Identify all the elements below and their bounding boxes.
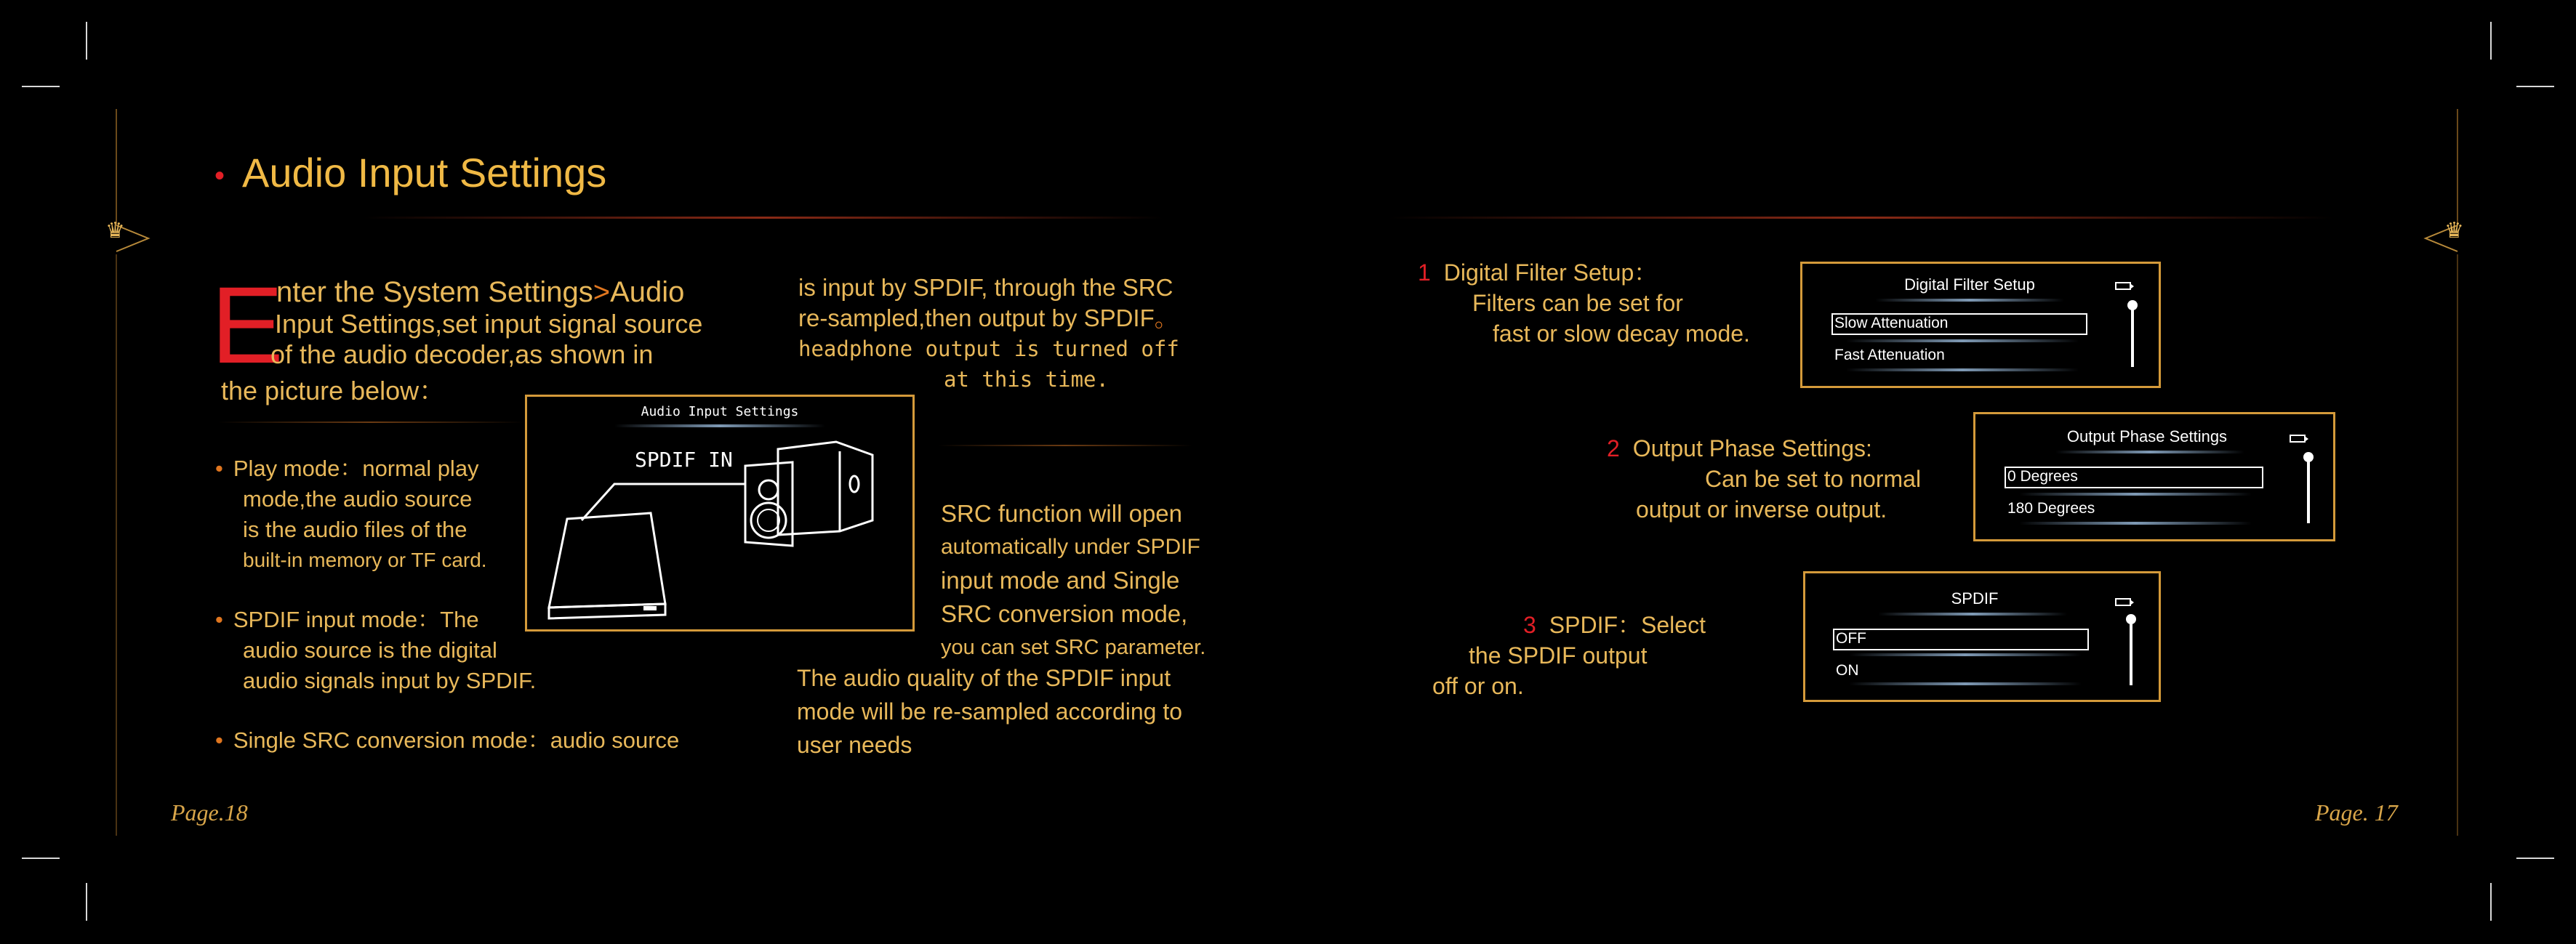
scroll-knob[interactable] <box>2127 300 2138 310</box>
screen-title: Output Phase Settings <box>2066 427 2228 445</box>
scroll-knob[interactable] <box>2126 614 2136 624</box>
option-0-degrees[interactable]: 0 Degrees <box>2007 468 2078 485</box>
option-glow <box>1849 682 2082 685</box>
col2-quality-text: The audio quality of the SPDIF input mode will be re-sampled according to user needs <box>797 665 1183 758</box>
spdif-screen <box>1803 571 2161 702</box>
crown-icon: ♛ <box>105 219 125 243</box>
battery-icon <box>2115 282 2131 290</box>
scroll-slider[interactable] <box>2307 456 2310 523</box>
battery-icon <box>2290 435 2306 443</box>
right-top-rule <box>1389 217 2334 219</box>
option-on[interactable]: ON <box>1836 662 1859 679</box>
col2-src-text: SRC function will open automatically under SPDIF input mode and Single SRC conversion mode, you can set SRC parameter. <box>941 500 1206 659</box>
scroll-slider[interactable] <box>2130 618 2132 685</box>
section-spdif: 3 SPDIF：Select the SPDIF output off or on. <box>1432 612 1706 699</box>
crop-mark <box>86 883 87 921</box>
option-fast-attenuation[interactable]: Fast Attenuation <box>1834 347 1945 363</box>
section-output-phase: 2 Output Phase Settings: Can be set to normal output or inverse output. <box>1607 435 1922 523</box>
crop-mark <box>2490 883 2492 921</box>
scroll-slider[interactable] <box>2131 304 2134 367</box>
title-rule <box>364 217 1163 219</box>
title-text: Audio Input Settings <box>242 150 607 195</box>
intro-line: of the audio decoder,as shown in <box>270 339 654 369</box>
digital-filter-screen <box>1800 262 2161 388</box>
screen-title: Digital Filter Setup <box>1904 275 2035 294</box>
intro-rule <box>218 421 523 423</box>
intro-line: the picture below： <box>221 376 446 406</box>
crop-mark <box>2516 858 2554 859</box>
option-glow <box>2019 493 2252 496</box>
col2-rule <box>938 445 1192 446</box>
intro-line: Input Settings,set input signal source <box>275 309 703 339</box>
option-glow <box>1846 368 2079 371</box>
audio-input-screen <box>525 395 915 632</box>
scroll-knob[interactable] <box>2303 452 2314 462</box>
title-glow <box>2055 451 2244 453</box>
spdif-in-label: SPDIF IN <box>635 448 733 472</box>
battery-icon <box>2115 598 2131 606</box>
screen-title: Audio Input Settings <box>641 404 799 419</box>
option-slow-attenuation[interactable]: Slow Attenuation <box>1834 315 1949 331</box>
output-phase-screen <box>1973 412 2335 541</box>
option-180-degrees[interactable]: 180 Degrees <box>2007 500 2095 517</box>
option-glow <box>1846 339 2079 342</box>
option-glow <box>1849 653 2082 656</box>
connection-illustration <box>527 397 912 629</box>
option-off[interactable]: OFF <box>1836 630 1866 647</box>
bullet-play-mode: • Play mode：normal play mode,the audio source is the audio files of the built-in memory or TF card. <box>215 456 487 571</box>
section-digital-filter: 1 Digital Filter Setup： Filters can be set for fast or slow decay mode. <box>1418 259 1750 347</box>
crop-mark <box>2516 86 2554 87</box>
page-title <box>214 149 606 196</box>
crop-mark <box>22 86 60 87</box>
device-icon <box>549 513 665 618</box>
speaker-icon <box>745 442 872 546</box>
bullet-spdif-input-mode: • SPDIF input mode：The audio source is the digital audio signals input by SPDIF. <box>215 607 537 693</box>
bullet-single-src: • Single SRC conversion mode：audio source <box>215 727 680 753</box>
col2-top-text: is input by SPDIF, through the SRC re-sampled,then output by SPDIF。 headphone output is turned off at this time. <box>798 274 1179 392</box>
page-number-left: Page.18 <box>171 799 248 826</box>
title-glow <box>1878 613 2067 616</box>
title-glow <box>1875 299 2064 302</box>
option-glow <box>2019 522 2252 525</box>
crop-mark <box>86 22 87 60</box>
crop-mark <box>2490 22 2492 60</box>
title-bullet: • <box>214 159 225 192</box>
crown-icon: ♛ <box>2444 219 2464 243</box>
option-selected[interactable] <box>1833 629 2089 650</box>
intro-line: nter the System Settings>Audio <box>276 276 685 308</box>
page-number-right: Page. 17 <box>2315 799 2398 826</box>
screen-title: SPDIF <box>1951 589 1999 608</box>
crop-mark <box>22 858 60 859</box>
dropcap: E <box>211 264 284 386</box>
